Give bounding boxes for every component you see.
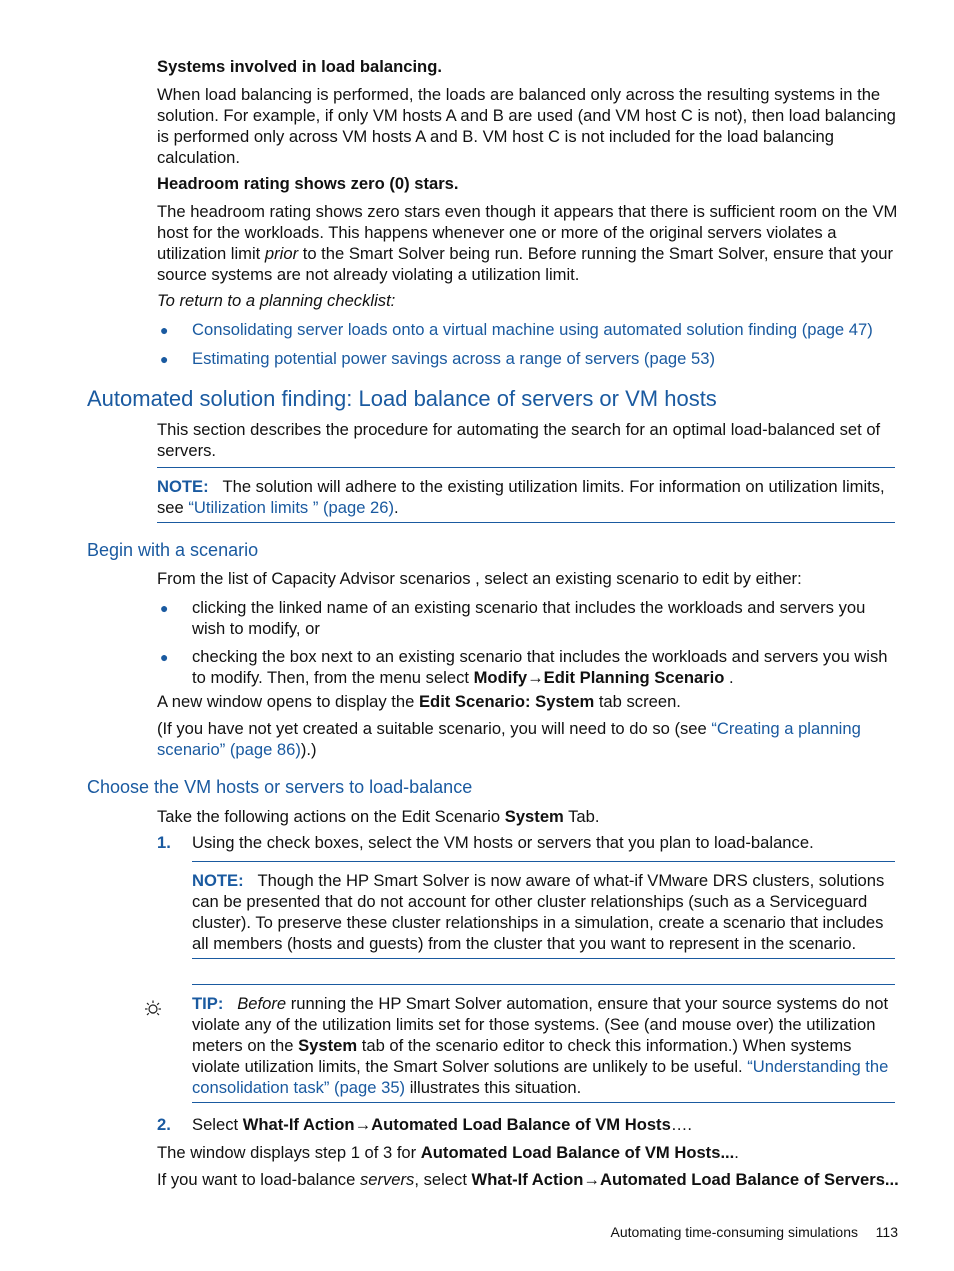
- heading-begin-scenario: Begin with a scenario: [87, 540, 259, 560]
- note-utilization: NOTE: The solution will adhere to the existing utilization limits. For information on utilization limits, see “Utilization limits ” (page 26).: [157, 477, 885, 517]
- page-heading-automated-solution: Automated solution finding: Load balance of servers or VM hosts: [87, 386, 717, 411]
- tip-utilization-limits: TIP: Before running the HP Smart Solver automation, ensure that your source systems do not violate any of the utilization limits set for those systems. (See (and mouse over) the utilization meters on the System tab of the scenario editor to check this information.) When systems violate utilization limits, the Smart Solver solutions are unlikely to be useful. “Understanding the consolidation task” (page 35) illustrates this situation.: [192, 994, 889, 1097]
- checklist-link-consolidating[interactable]: Consolidating server loads onto a virtual machine using automated solution finding (page 47): [192, 320, 873, 339]
- footer-title: Automating time-consuming simulations: [610, 1224, 858, 1240]
- step-number: 1.: [157, 833, 171, 852]
- note2-divider-top: [192, 861, 895, 862]
- heading-choose-hosts: Choose the VM hosts or servers to load-balance: [87, 777, 473, 797]
- page-number: 113: [875, 1224, 898, 1240]
- note2-divider-bottom: [192, 958, 895, 959]
- choose-intro: Take the following actions on the Edit Scenario System Tab.: [157, 807, 600, 826]
- bullet-icon: ●: [160, 600, 169, 616]
- step-number: 2.: [157, 1115, 171, 1134]
- section-intro: This section describes the procedure for automating the search for an optimal load-balanced set of servers.: [157, 420, 881, 460]
- note-divider-bottom: [157, 522, 895, 523]
- note-drs-clusters: NOTE: Though the HP Smart Solver is now aware of what-if VMware DRS clusters, solutions can be presented that do not account for other cluster relationships (such as a Serviceguard cluster). To preserve these cluster relationships in a simulation, create a scenario that includes all members (hosts and guests) from the cluster that you want to represent in the scenario.: [192, 871, 885, 953]
- tip-divider-bottom: [192, 1102, 895, 1103]
- window-step-text: The window displays step 1 of 3 for Automated Load Balance of VM Hosts....: [157, 1143, 739, 1162]
- heading-headroom-rating: Headroom rating shows zero (0) stars.: [157, 174, 459, 193]
- create-scenario-note: (If you have not yet created a suitable scenario, you will need to do so (see “Creating a planning scenario” (page 86)).): [157, 719, 861, 759]
- step1-text: Using the check boxes, select the VM hosts or servers that you plan to load-balance.: [192, 833, 814, 852]
- new-window-text: A new window opens to display the Edit Scenario: System tab screen.: [157, 692, 681, 711]
- link-creating-scenario[interactable]: “Creating a planning scenario” (page 86): [157, 719, 861, 759]
- tip-divider-top: [192, 984, 895, 985]
- paragraph-load-balancing: When load balancing is performed, the loads are balanced only across the resulting systems in the solution. For example, if only VM hosts A and B are used (and VM host C is not), then load balancing is performed only across VM hosts A and B. VM host C is not included for the load balancing calculation.: [157, 85, 896, 167]
- tip-label: TIP:: [192, 994, 224, 1013]
- paragraph-headroom: The headroom rating shows zero stars even though it appears that there is sufficient room on the VM host for the workloads. This happens whenever one or more of the original servers violates a utilization limit prior to the Smart Solver being run. Before running the Smart Solver, ensure that your source systems are not already violating a utilization limit.: [157, 202, 898, 284]
- bullet-icon: ●: [160, 649, 169, 665]
- checklist-link-power-savings[interactable]: Estimating potential power savings across a range of servers (page 53): [192, 349, 715, 368]
- note-label: NOTE:: [157, 477, 209, 496]
- checklist-intro: To return to a planning checklist:: [157, 291, 396, 310]
- heading-systems-load-balancing: Systems involved in load balancing.: [157, 57, 442, 76]
- step2-text: Select What-If Action→Automated Load Balance of VM Hosts….: [192, 1115, 693, 1134]
- note-divider-top: [157, 467, 895, 468]
- servers-text: If you want to load-balance servers, select What-If Action→Automated Load Balance of Servers...: [157, 1170, 899, 1189]
- link-understanding-consolidation[interactable]: “Understanding the consolidation task” (page 35): [192, 1057, 889, 1097]
- begin-intro: From the list of Capacity Advisor scenarios , select an existing scenario to edit by either:: [157, 569, 802, 588]
- link-utilization-limits[interactable]: “Utilization limits ” (page 26): [188, 498, 395, 517]
- note-label: NOTE:: [192, 871, 244, 890]
- bullet-icon: ●: [160, 351, 169, 367]
- bullet-checking: checking the box next to an existing scenario that includes the workloads and servers you wish to modify. Then, from the menu select Modify→Edit Planning Scenario .: [192, 647, 888, 687]
- lightbulb-icon: [143, 999, 163, 1019]
- bullet-icon: ●: [160, 322, 169, 338]
- bullet-clicking: clicking the linked name of an existing scenario that includes the workloads and servers you wish to modify, or: [192, 598, 866, 638]
